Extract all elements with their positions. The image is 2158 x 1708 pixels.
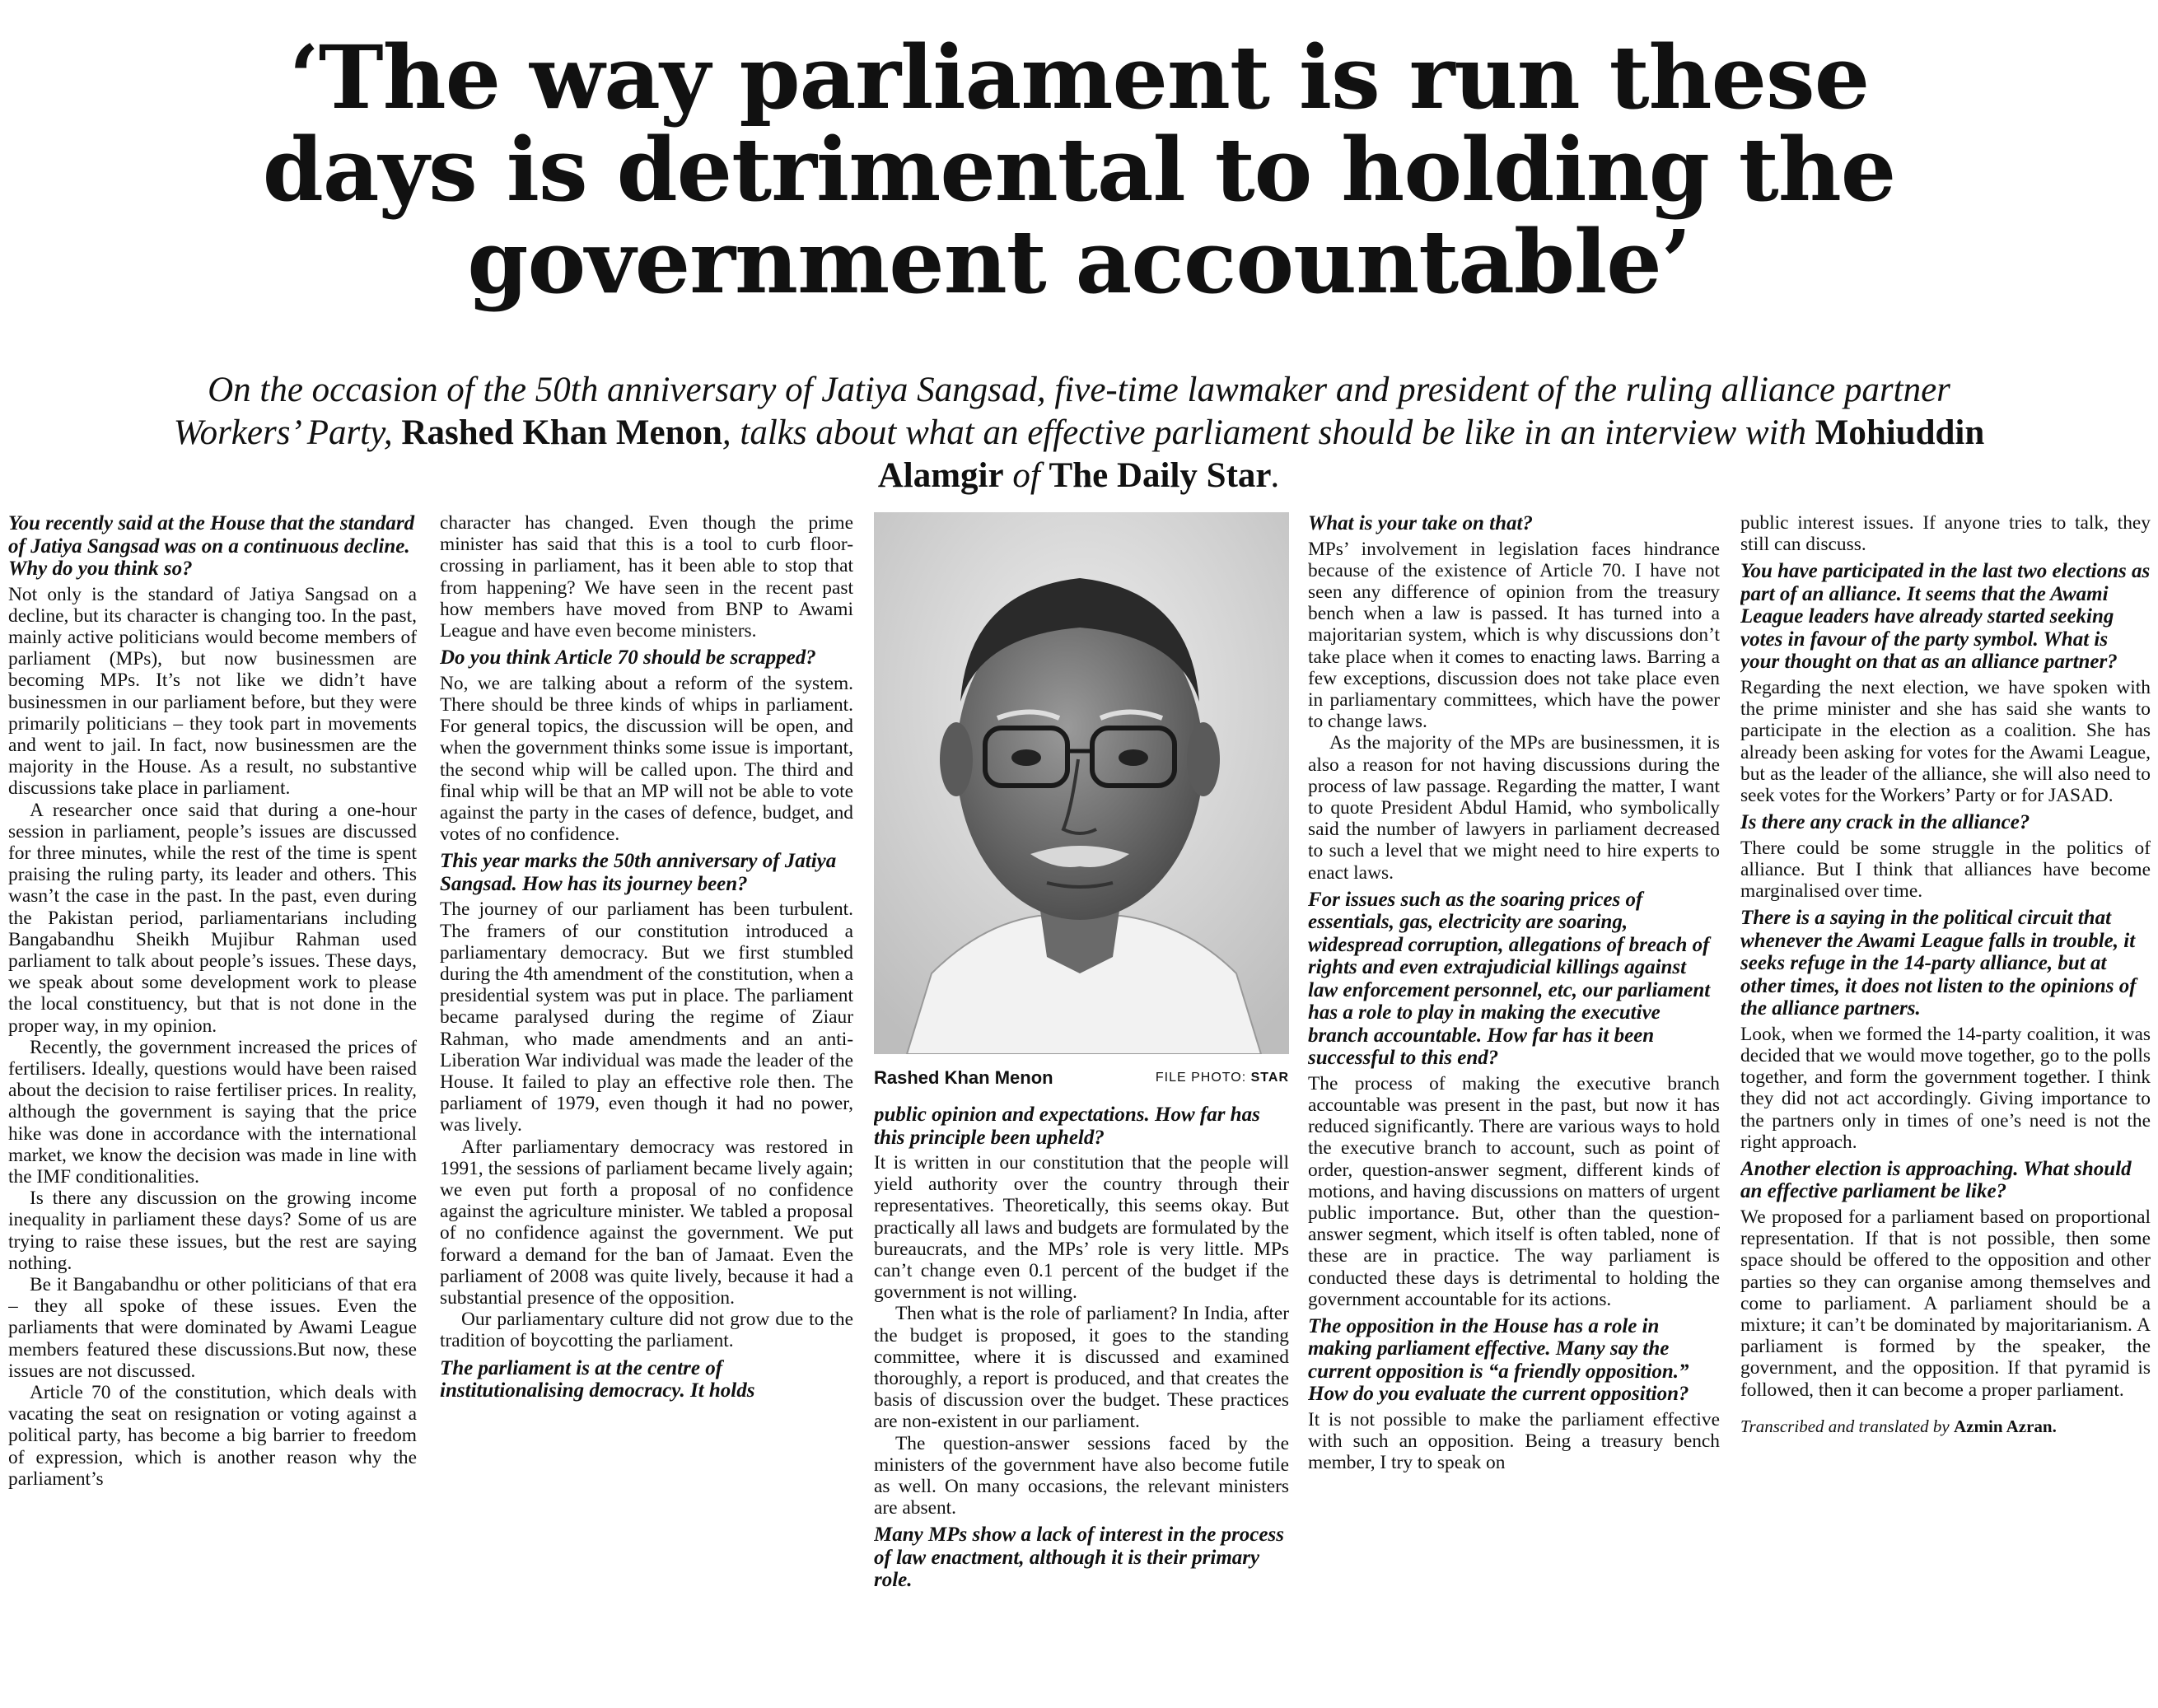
answer-paragraph: Not only is the standard of Jatiya Sangsad on a decline, but its character is changing too. In the past, mainly active politicians would become members of parliament (MPs), but now businessmen are becoming MPs. It’s not like we didn’t have businessmen in our parliament before, but they were primarily politicians – they took part in movements and went to jail. In fact, now businessmen are the majority in the House. As a result, no substantive discussions take place in parliament. — [8, 583, 417, 800]
question: You have participated in the last two elections as part of an alliance. It seems that the Awami League leaders have already started seeking votes in favour of the party symbol. What is your thought on that as an alliance partner? — [1740, 560, 2151, 674]
answer-paragraph: Then what is the role of parliament? In India, after the budget is proposed, it goes to the standing committee, where it is discussed and examined thoroughly, a report is produced, and that creates the basis of discussion over the budget. These practices are non-existent in our parliament. — [874, 1303, 1289, 1433]
answer-paragraph: Regarding the next election, we have spoken with the prime minister and she has said she wants to participate in the election as a coalition. She has already been asking for votes for the Awami League, but as the leader of the alliance, she will also need to seek votes for the Workers’ Party or for JASAD. — [1740, 676, 2151, 806]
photo-credit-prefix: FILE PHOTO: — [1155, 1071, 1251, 1085]
question: Do you think Article 70 should be scrapped? — [440, 646, 816, 670]
newspaper-name: The Daily Star — [1049, 456, 1272, 495]
answer-paragraph: MPs’ involvement in legislation faces hindrance because of the existence of Article 70. I have not seen any difference of opinion from the treasury bench when a law is passed. It has turned into a majoritarian system, which is why discussions don’t take place when it comes to enacting laws. Barring a few exceptions, discussion does not take place even in parliamentary committees, which have the power to change laws. — [1308, 538, 1720, 733]
translation-credit-prefix: Transcribed and translated by — [1740, 1416, 1955, 1436]
question: The parliament is at the centre of institutionalising democracy. It holds — [440, 1356, 755, 1402]
answer-paragraph: character has changed. Even though the prime minister has said that this is a tool to curb floor-crossing in parliament, has it been able to stop that from happening? We have seen in the recent past how members have moved from BNP to Awami League and have even become ministers. — [440, 512, 853, 642]
column-5 — [1740, 512, 2151, 1698]
portrait-illustration — [874, 512, 1289, 1054]
column-4 — [1308, 512, 1720, 1698]
interviewer-name: Mohiuddin Alamgir — [877, 413, 1985, 495]
answer-paragraph: It is written in our constitution that the people will yield authority over the country through their representatives. Theoretically, this seems okay. But practically all laws and budgets are formulated by the bureaucrats, and the MPs’ role is very little. MPs can’t change even 0.1 percent of the budget if the government is not willing. — [874, 1152, 1289, 1304]
column-3 — [874, 1104, 1289, 1698]
answer-paragraph: Recently, the government increased the prices of fertilisers. Ideally, questions would have been raised about the decision to raise fertiliser prices. In reality, although the government is saying that the price hike was done in accordance with the international market, we know the decision was made in line with the IMF conditionalities. — [8, 1036, 417, 1188]
question: You recently said at the House that the standard of Jatiya Sangsad was on a continuous decline. Why do you think so? — [8, 512, 415, 580]
caption-name: Rashed Khan Menon — [874, 1067, 1053, 1088]
answer-paragraph: Look, when we formed the 14-party coalition, it was decided that we would move together, go to the polls together, and form the government together. I think they did not act accordingly. Giving importance to the partners only in times of one’s need is not the right approach. — [1740, 1023, 2151, 1153]
answer-paragraph: Be it Bangabandhu or other politicians of that era – they all spoke of these issues. Even the parliaments that were dominated by Awami League members featured these discussions.But now, these issues are not discussed. — [8, 1274, 417, 1382]
standfirst-text-4: . — [1271, 456, 1281, 495]
photo-caption — [874, 1067, 1289, 1089]
standfirst-text-1: On the occasion of the 50th anniversary of Jatiya Sangsad, five-time lawmaker and president of the ruling alliance partner Workers’ Party, — [173, 371, 1950, 452]
column-2 — [440, 512, 853, 1698]
answer-paragraph: No, we are talking about a reform of the system. There should be three kinds of whips in parliament. For general topics, the discussion will be open, and when the government thinks some issue is important, the second whip will be called upon. The third and final whip will be that an MP will not be able to vote against the party in the cases of defence, budget, and votes of no confidence. — [440, 672, 853, 846]
answer-paragraph: The journey of our parliament has been turbulent. The framers of our constitution introduced a parliamentary democracy. But we first stumbled during the 4th amendment of the constitution, when a presidential system was put in place. The parliament became paralysed during the regime of Ziaur Rahman, who made amendments and an anti-Liberation War individual was made the leader of the House. It failed to play an effective role then. The parliament of 1979, even though it had no power, was lively. — [440, 898, 853, 1136]
question: There is a saying in the political circuit that whenever the Awami League falls in trouble, it seeks refuge in the 14-party alliance, but at other times, it does not listen to the opinions of the alliance partners. — [1740, 907, 2137, 1020]
answer-paragraph: We proposed for a parliament based on proportional representation. If that is not possible, then some space should be offered to the opposition and other parties so they can organise among themselves and come to parliament. A parliament should be a mixture; it can’t be dominated by majoritarianism. A parliament is formed by the speaker, the government, and the opposition. If that pyramid is followed, then it can become a proper parliament. — [1740, 1206, 2151, 1401]
interviewee-name: Rashed Khan Menon — [401, 413, 722, 452]
standfirst-text-2: , talks about what an effective parliament should be like in an interview with — [722, 413, 1815, 452]
standfirst — [165, 369, 1993, 497]
answer-paragraph: A researcher once said that during a one-hour session in parliament, people’s issues are discussed for three minutes, while the rest of the time is spent praising the ruling party, its leader and others. This wasn’t the case in the past. In the past, even during the Pakistan period, parliamentarians including Bangabandhu Sheikh Mujibur Rahman used parliament to talk about people’s issues. These days, we speak about some development work to please the local constituency, but that is not done in the proper way, in my opinion. — [8, 799, 417, 1037]
answer-paragraph: As the majority of the MPs are businessmen, it is also a reason for not having discussions during the process of law passage. Regarding the matter, I want to quote President Abdul Hamid, who symbolically said the number of lawyers in parliament decreased to such a level that we might need to hire experts to enact laws. — [1308, 732, 1720, 884]
answer-paragraph: After parliamentary democracy was restored in 1991, the sessions of parliament became lively again; we even put forth a proposal of no confidence against the agriculture minister. We tabled a proposal of no confidence against the government. We put forward a demand for the ban of Jamaat. Even the parliament of 2008 was quite lively, because it had a substantial presence of the opposition. — [440, 1136, 853, 1309]
question: Is there any crack in the alliance? — [1740, 811, 2030, 834]
answer-paragraph: Article 70 of the constitution, which deals with vacating the seat on resignation or voting against a political party, has become a big barrier to freedom of expression, which is another reason why the parliament’s — [8, 1382, 417, 1490]
headline-line-2: days is detrimental to holding the — [262, 118, 1896, 221]
translation-credit — [1740, 1416, 2151, 1437]
question: What is your take on that? — [1308, 512, 1533, 534]
headline-line-1: ‘The way parliament is run these — [288, 26, 1870, 128]
headline-line-3: government accountable’ — [467, 210, 1691, 313]
translator-name: Azmin Azran. — [1954, 1416, 2057, 1436]
answer-paragraph: The process of making the executive branch accountable was present in the past, but now it has reduced significantly. There are various ways to hold the executive branch to account, such as point of order, question-answer segment, different kinds of motions, and having discussions on matters of urgent public importance. But, other than the question-answer segment, which itself is often tabled, none of these are in practice. The way parliament is conducted these days is detrimental to holding the government accountable for its actions. — [1308, 1072, 1720, 1310]
question: public opinion and expectations. How far has this principle been upheld? — [874, 1104, 1260, 1149]
standfirst-text-3: of — [1003, 456, 1049, 495]
question: This year marks the 50th anniversary of Jatiya Sangsad. How has its journey been? — [440, 850, 837, 895]
answer-paragraph: Our parliamentary culture did not grow due to the tradition of boycotting the parliament. — [440, 1309, 853, 1352]
column-1 — [8, 512, 417, 1698]
answer-paragraph: public interest issues. If anyone tries to talk, they still can discuss. — [1740, 512, 2151, 556]
answer-paragraph: The question-answer sessions faced by the ministers of the government have also become futile as well. On many occasions, the relevant ministers are absent. — [874, 1432, 1289, 1519]
portrait-photo — [874, 512, 1289, 1054]
question: Another election is approaching. What should an effective parliament be like? — [1740, 1157, 2132, 1203]
question: For issues such as the soaring prices of essentials, gas, electricity are soaring, widespread corruption, allegations of breach of rights and even extrajudicial killings against law enforcement personnel, etc, our parliament has a role to play in making the executive branch accountable. How far has it been successful to this end? — [1308, 888, 1711, 1070]
photo-credit — [1156, 1071, 1289, 1085]
headline — [0, 26, 2158, 313]
answer-paragraph: Is there any discussion on the growing income inequality in parliament these days? Some of us are trying to raise these issues, but the rest are saying nothing. — [8, 1188, 417, 1274]
question: The opposition in the House has a role in making parliament effective. Many say the current opposition is “a friendly opposition.” How do you evaluate the current opposition? — [1308, 1314, 1689, 1406]
answer-paragraph: It is not possible to make the parliament effective with such an opposition. Being a treasury bench member, I try to speak on — [1308, 1408, 1720, 1474]
question: Many MPs show a lack of interest in the process of law enactment, although it is their primary role. — [874, 1524, 1284, 1592]
photo-credit-source: STAR — [1250, 1071, 1289, 1085]
answer-paragraph: There could be some struggle in the politics of alliance. But I think that alliances have become marginalised over time. — [1740, 837, 2151, 903]
